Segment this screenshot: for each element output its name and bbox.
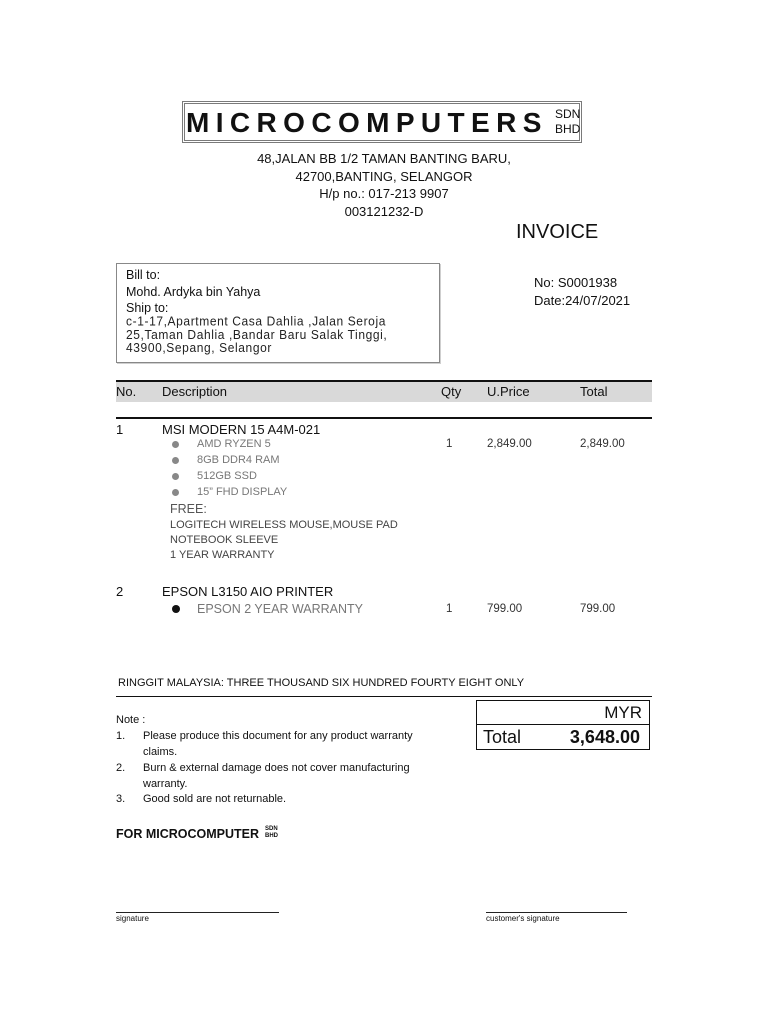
customer-signature-label: customer's signature bbox=[486, 914, 560, 923]
amount-rule bbox=[116, 696, 652, 697]
item-qty: 1 bbox=[446, 603, 453, 615]
ship-address-line2: 25,Taman Dahlia ,Bandar Baru Salak Tinggi, bbox=[126, 327, 388, 342]
header-no: No. bbox=[116, 384, 137, 399]
header-qty: Qty bbox=[441, 384, 462, 399]
for-company-suffix bbox=[265, 826, 278, 840]
currency-label: MYR bbox=[604, 703, 642, 722]
header-description: Description bbox=[162, 384, 228, 399]
bullet-icon bbox=[172, 441, 179, 448]
free-item: LOGITECH WIRELESS MOUSE,MOUSE PAD bbox=[170, 519, 398, 531]
item-spec: 512GB SSD bbox=[197, 470, 257, 482]
table-header-rule bbox=[116, 417, 652, 419]
total-box-divider bbox=[476, 724, 650, 725]
item-uprice: 2,849.00 bbox=[487, 438, 532, 450]
company-phone: H/p no.: 017-213 9907 bbox=[319, 186, 449, 201]
amount-in-words: RINGGIT MALAYSIA: THREE THOUSAND SIX HUNDRED FOURTY EIGHT ONLY bbox=[118, 677, 525, 689]
ship-to-label: Ship to: bbox=[126, 301, 169, 315]
company-suffix bbox=[555, 107, 580, 137]
document-title: INVOICE bbox=[516, 221, 599, 243]
note-title: Note : bbox=[116, 714, 146, 726]
item-description: MSI MODERN 15 A4M-021 bbox=[162, 422, 321, 437]
note-text: Please produce this document for any product warranty bbox=[143, 730, 413, 742]
item-total: 799.00 bbox=[580, 603, 616, 615]
company-address-line2: 42700,BANTING, SELANGOR bbox=[295, 169, 473, 184]
item-no: 2 bbox=[116, 584, 124, 599]
ship-to-address bbox=[126, 315, 387, 354]
free-item: 1 YEAR WARRANTY bbox=[170, 549, 275, 561]
item-spec: EPSON 2 YEAR WARRANTY bbox=[197, 602, 364, 616]
note-number: 1. bbox=[116, 730, 126, 742]
company-reg-no: 003121232-D bbox=[344, 204, 424, 219]
free-item: NOTEBOOK SLEEVE bbox=[170, 534, 279, 546]
item-spec: 8GB DDR4 RAM bbox=[197, 454, 280, 466]
item-total: 2,849.00 bbox=[580, 438, 625, 450]
header-total: Total bbox=[580, 384, 608, 399]
for-company: FOR MICROCOMPUTER bbox=[116, 827, 260, 841]
free-label: FREE: bbox=[170, 502, 207, 516]
bullet-icon bbox=[172, 473, 179, 480]
company-address-line1: 48,JALAN BB 1/2 TAMAN BANTING BARU, bbox=[257, 151, 511, 166]
bill-to-label: Bill to: bbox=[126, 268, 161, 282]
invoice-number: No: S0001938 bbox=[534, 275, 618, 290]
signature-line bbox=[116, 912, 279, 913]
customer-signature-line bbox=[486, 912, 627, 913]
note-number: 2. bbox=[116, 762, 126, 774]
bill-to-name: Mohd. Ardyka bin Yahya bbox=[126, 285, 261, 299]
ship-address-line1: c-1-17,Apartment Casa Dahlia ,Jalan Seroja bbox=[126, 314, 386, 329]
note-number: 3. bbox=[116, 793, 126, 805]
item-uprice: 799.00 bbox=[487, 603, 523, 615]
header-uprice: U.Price bbox=[487, 384, 530, 399]
company-suffix-sdn: SDN bbox=[555, 107, 581, 121]
note-text: Burn & external damage does not cover manufacturing bbox=[143, 762, 410, 774]
bullet-icon bbox=[172, 489, 179, 496]
company-suffix-bhd: BHD bbox=[555, 122, 581, 136]
item-qty: 1 bbox=[446, 438, 453, 450]
for-suffix-bhd: BHD bbox=[265, 833, 278, 839]
bullet-icon bbox=[172, 605, 180, 613]
company-name: MICROCOMPUTERS bbox=[186, 107, 548, 138]
total-label: Total bbox=[483, 727, 522, 747]
note-text: Good sold are not returnable. bbox=[143, 793, 287, 805]
note-text: warranty. bbox=[143, 778, 188, 790]
for-suffix-sdn: SDN bbox=[265, 826, 278, 832]
note-text: claims. bbox=[143, 746, 178, 758]
total-value: 3,648.00 bbox=[569, 727, 640, 747]
item-description: EPSON L3150 AIO PRINTER bbox=[162, 584, 334, 599]
item-spec: AMD RYZEN 5 bbox=[197, 438, 271, 450]
item-no: 1 bbox=[116, 422, 124, 437]
ship-address-line3: 43900,Sepang, Selangor bbox=[126, 340, 272, 355]
invoice-date: Date:24/07/2021 bbox=[534, 293, 631, 308]
bullet-icon bbox=[172, 457, 179, 464]
signature-label: signature bbox=[116, 914, 149, 923]
item-spec: 15” FHD DISPLAY bbox=[197, 486, 288, 498]
